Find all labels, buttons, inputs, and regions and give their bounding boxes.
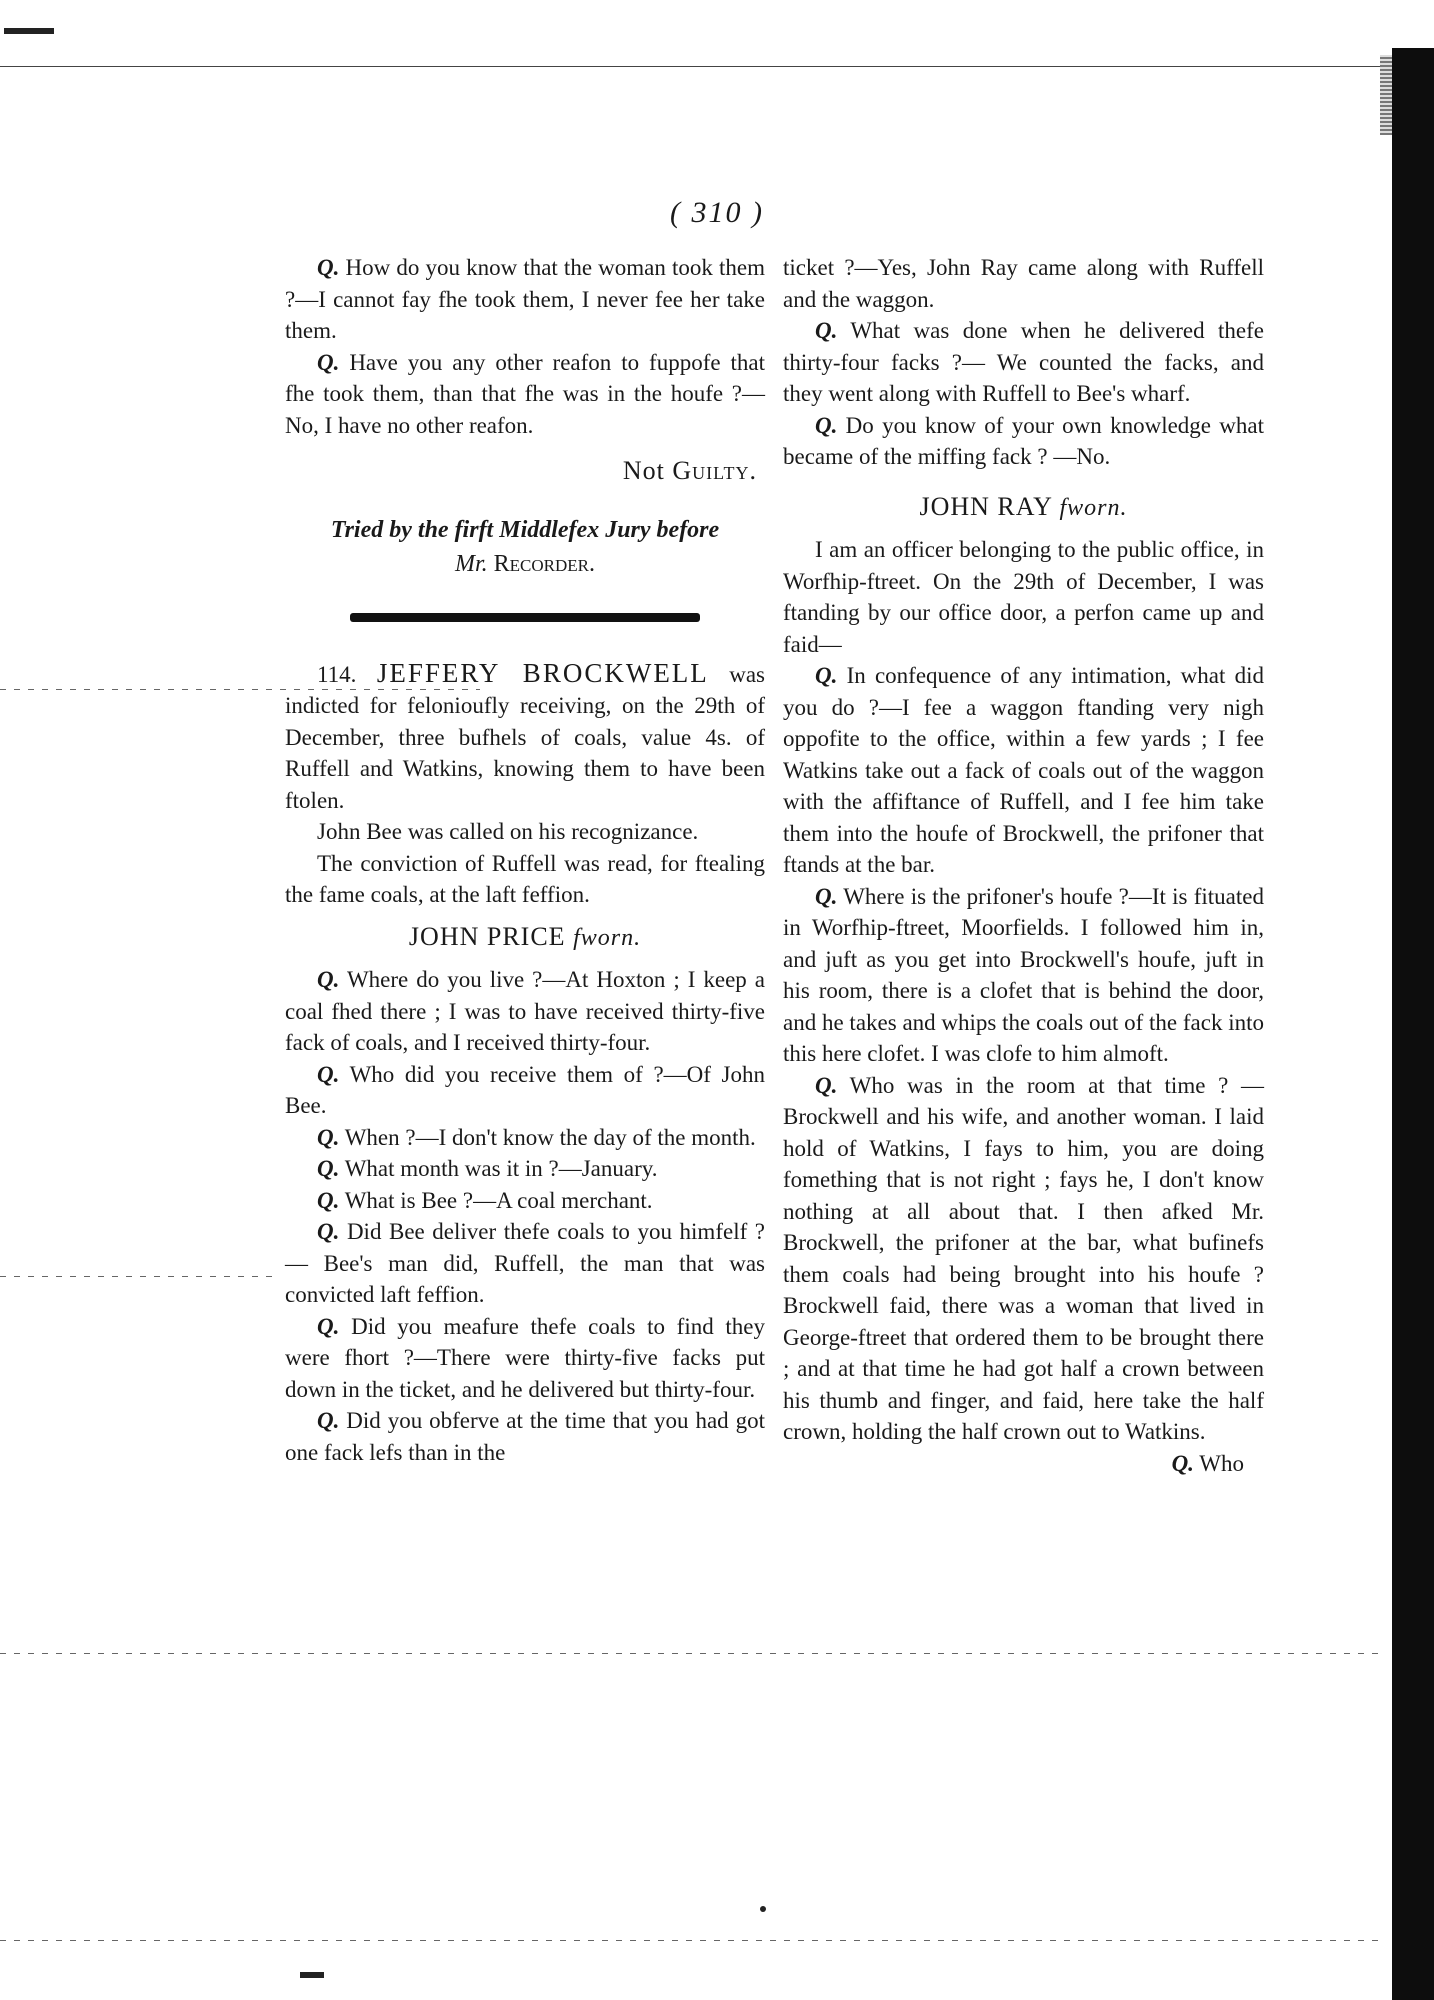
paragraph: Q. Did you meafure thefe coals to find they were fhort ?—There were thirty-five facks put down in the ticket, and he delivered but thirty-four. [285,1313,766,1402]
scan-top-rule [0,66,1390,67]
question-mark: Q. [317,349,340,375]
paragraph: Q. In confequence of any intimation, what did you do ?—I fee a waggon ftanding very nigh oppofite to the office, within a few yards ; I fee Watkins take out a fack of coals out of the waggon with the affiftance of Ruffell, and I fee him take them into the houfe of Brockwell, the prifoner that ftands at the bar. [783,663,1264,877]
left-column [285,252,765,1468]
binding-shadow [1392,48,1434,2000]
scan-dashed-line [0,1940,1380,1941]
paragraph: Q. What is Bee ?—A coal merchant. [317,1187,653,1213]
scan-bottom-mark [760,1906,766,1912]
question-mark: Q. [317,255,340,280]
page-number: ( 310 ) [670,196,764,229]
paragraph: Q. What was done when he delivered thefe thirty-four facks ?— We counted the facks, and they went along with Ruffell to Bee's wharf. [783,318,1264,406]
case-heading: 114. JEFFERY BROCKWELL was indicted for felonioufly receiving, on the 29th of December, three bufhels of coals, value 4s. of Ruffell and Watkins, knowing them to have been ftolen. [285,657,766,813]
scan-bottom-mark [300,1972,324,1978]
paragraph: Q. What month was it in ?—January. [317,1156,658,1181]
recorder-line: Mr. Recorder. [454,550,596,577]
paragraph: Q. Have you any other reafon to fuppofe that fhe took them, than that fhe was in the houfe ?—No, I have no other reafon. [285,349,765,438]
section-divider [350,613,700,622]
verdict: Not Guilty. [622,456,757,485]
scan-dashed-line [0,1276,280,1277]
paragraph: Q. Who was in the room at that time ? —Brockwell and his wife, and another woman. I laid hold of Watkins, I fays to him, you are doing fomething that is not right ; fays he, I don't know nothing at all about that. I then afked Mr. Brockwell, the prifoner at the bar, what bufinefs them coals had being brought into his houfe ? Brockwell faid, there was a woman that lived in George-ftreet that ordered them to be brought there ; and at that time he had got half a crown between his thumb and finger, and faid, here take the half crown, holding the half crown out to Watkins. [783,1072,1264,1444]
paragraph: Q. Did you obferve at the time that you had got one fack lefs than in the [285,1408,765,1465]
paragraph: Q. Where is the prifoner's houfe ?—It is fituated in Worfhip-ftreet, Moorfields. I followed him in, and juft as you get into Brockwell's houfe, juft in his room, there is a clofet that is behind the door, and he takes and whips the coals out of the fack into this here clofet. I was clofe to him almoft. [783,883,1264,1066]
witness-heading: JOHN PRICE fworn. [408,921,642,951]
witness-heading: JOHN RAY fworn. [919,491,1128,521]
paragraph: John Bee was called on his recognizance. [317,819,699,844]
paragraph: The conviction of Ruffell was read, for ftealing the fame coals, at the laft feffion. [285,850,765,907]
trial-note: Tried by the firft Middlefex Jury before [330,516,720,543]
scan-corner-mark [4,28,54,34]
scan-dashed-line [0,1653,1380,1654]
catchword: Q. Who [1171,1450,1244,1476]
paragraph: Q. How do you know that the woman took them ?—I cannot fay fhe took them, I never fee her take them. [285,255,765,343]
binding-edge [1380,55,1392,135]
paragraph: Q. Do you know of your own knowledge what became of the miffing fack ? —No. [783,412,1264,469]
paragraph: Q. Where do you live ?—At Hoxton ; I keep a coal fhed there ; I was to have received thirty-five fack of coals, and I received thirty-four. [285,967,765,1055]
paragraph: Q. Did Bee deliver thefe coals to you himfelf ?— Bee's man did, Ruffell, the man that was convicted laft feffion. [285,1219,766,1307]
right-column [783,252,1264,1479]
paragraph: ticket ?—Yes, John Ray came along with Ruffell and the waggon. [783,255,1264,312]
paragraph: Q. Who did you receive them of ?—Of John Bee. [285,1061,765,1118]
paragraph: Q. When ?—I don't know the day of the month. [317,1124,756,1150]
paragraph: I am an officer belonging to the public office, in Worfhip-ftreet. On the 29th of December, I was ftanding by our office door, a perfon came up and faid— [783,537,1264,657]
